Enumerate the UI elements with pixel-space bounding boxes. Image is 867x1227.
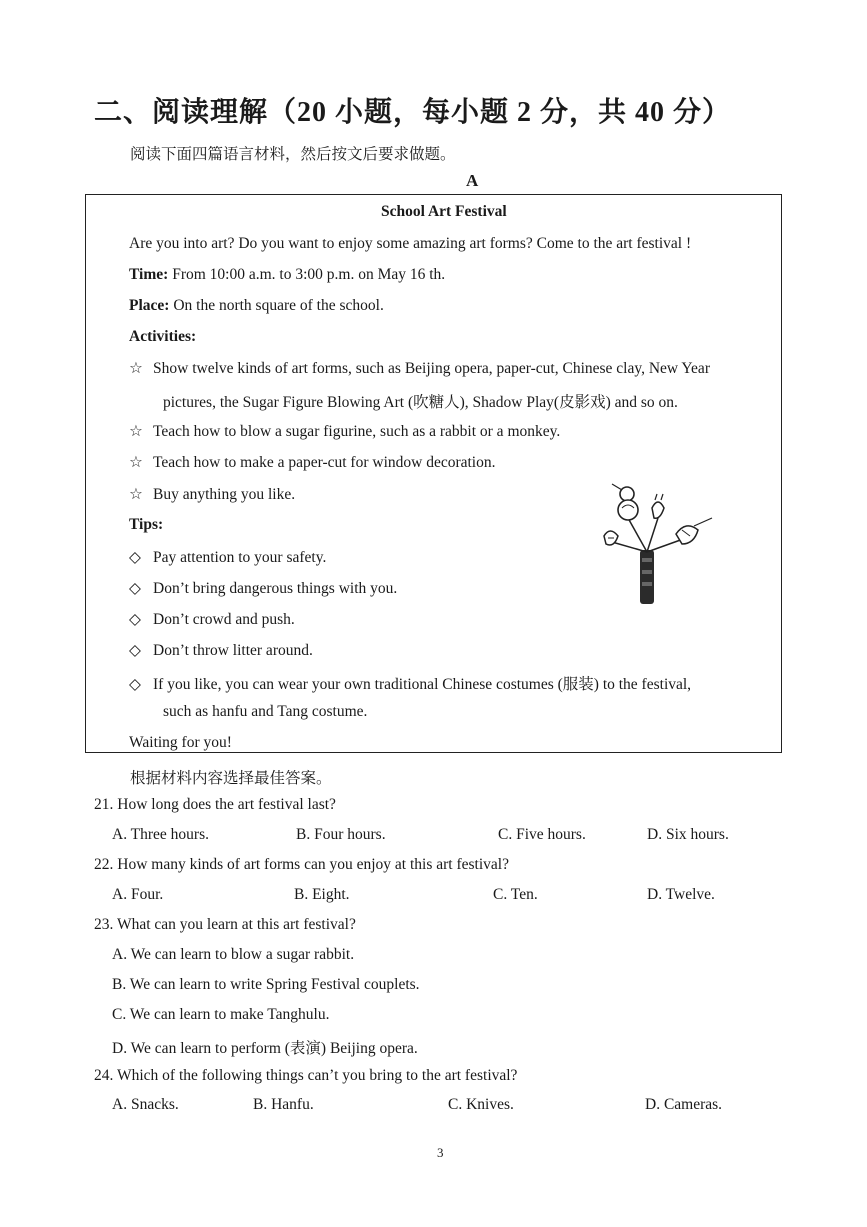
question-stem: 24. Which of the following things can’t you bring to the art festival?: [94, 1067, 518, 1084]
page-number: 3: [437, 1145, 444, 1160]
activity-item: [129, 485, 295, 504]
question-option: A. Snacks.: [112, 1096, 179, 1113]
diamond-icon: ◇: [129, 611, 141, 628]
question-option: D. Cameras.: [645, 1096, 723, 1113]
section-instruction: 阅读下面四篇语言材料，然后按文后要求做题。: [130, 146, 456, 163]
star-icon: ☆: [129, 360, 143, 377]
question-option: B. Eight.: [294, 886, 350, 903]
tips-label: Tips:: [129, 516, 164, 533]
activity-item: [129, 359, 710, 378]
question-option: A. Three hours.: [112, 826, 209, 843]
activity-text-continued: pictures, the Sugar Figure Blowing Art (吹糖人), Shadow Play(皮影戏) and so on.: [163, 394, 678, 411]
question-option: D. Twelve.: [647, 886, 715, 903]
star-icon: ☆: [129, 423, 143, 440]
notice-closing: Waiting for you!: [129, 734, 232, 751]
activity-text: Teach how to blow a sugar figurine, such as a rabbit or a monkey.: [153, 423, 561, 440]
time-label: Time:: [129, 266, 169, 283]
place-value: On the north square of the school.: [169, 297, 384, 314]
question-option: A. We can learn to blow a sugar rabbit.: [112, 946, 355, 963]
place-label: Place:: [129, 297, 170, 314]
tip-text: If you like, you can wear your own traditional Chinese costumes (服装) to the festival,: [153, 676, 692, 693]
tip-item: [129, 641, 313, 660]
sugar-figure-illustration: [598, 478, 722, 608]
question-option: C. We can learn to make Tanghulu.: [112, 1006, 330, 1023]
question-option: C. Ten.: [493, 886, 538, 903]
activity-text: Show twelve kinds of art forms, such as Beijing opera, paper-cut, Chinese clay, New Year: [153, 360, 710, 377]
star-icon: ☆: [129, 486, 143, 503]
diamond-icon: ◇: [129, 642, 141, 659]
question-stem: 22. How many kinds of art forms can you enjoy at this art festival?: [94, 856, 509, 873]
tip-item: [129, 548, 326, 567]
tip-item: [129, 610, 295, 629]
question-option: C. Five hours.: [498, 826, 586, 843]
question-stem: 23. What can you learn at this art festival?: [94, 916, 356, 933]
tip-item: [129, 579, 397, 598]
tip-text: Don’t throw litter around.: [153, 642, 313, 659]
passage-letter: A: [466, 171, 479, 190]
activity-text: Buy anything you like.: [153, 486, 296, 503]
tip-text-continued: such as hanfu and Tang costume.: [163, 703, 368, 720]
time-value: From 10:00 a.m. to 3:00 p.m. on May 16 th.: [168, 266, 446, 283]
diamond-icon: ◇: [129, 580, 141, 597]
notice-place: [129, 297, 384, 315]
diamond-icon: ◇: [129, 549, 141, 566]
question-option: B. We can learn to write Spring Festival couplets.: [112, 976, 420, 993]
activity-text: Teach how to make a paper-cut for window decoration.: [153, 454, 496, 471]
section-title: 二、阅读理解（20 小题，每小题 2 分，共 40 分）: [94, 97, 732, 128]
activity-item: [129, 453, 495, 472]
question-option: B. Hanfu.: [253, 1096, 314, 1113]
tip-text: Pay attention to your safety.: [153, 549, 327, 566]
tip-item: [129, 672, 691, 694]
diamond-icon: ◇: [129, 676, 141, 693]
question-option: A. Four.: [112, 886, 164, 903]
question-stem: 21. How long does the art festival last?: [94, 796, 336, 813]
question-option: D. We can learn to perform (表演) Beijing opera.: [112, 1040, 418, 1057]
activities-label: Activities:: [129, 328, 197, 345]
question-option: C. Knives.: [448, 1096, 514, 1113]
tip-text: Don’t crowd and push.: [153, 611, 295, 628]
star-icon: ☆: [129, 454, 143, 471]
tip-text: Don’t bring dangerous things with you.: [153, 580, 398, 597]
questions-instruction: 根据材料内容选择最佳答案。: [130, 770, 332, 787]
question-option: B. Four hours.: [296, 826, 386, 843]
notice-intro: Are you into art? Do you want to enjoy some amazing art forms? Come to the art festival !: [129, 235, 692, 252]
notice-time: [129, 266, 445, 284]
question-option: D. Six hours.: [647, 826, 729, 843]
notice-title: School Art Festival: [381, 203, 507, 220]
activity-item: [129, 422, 560, 441]
